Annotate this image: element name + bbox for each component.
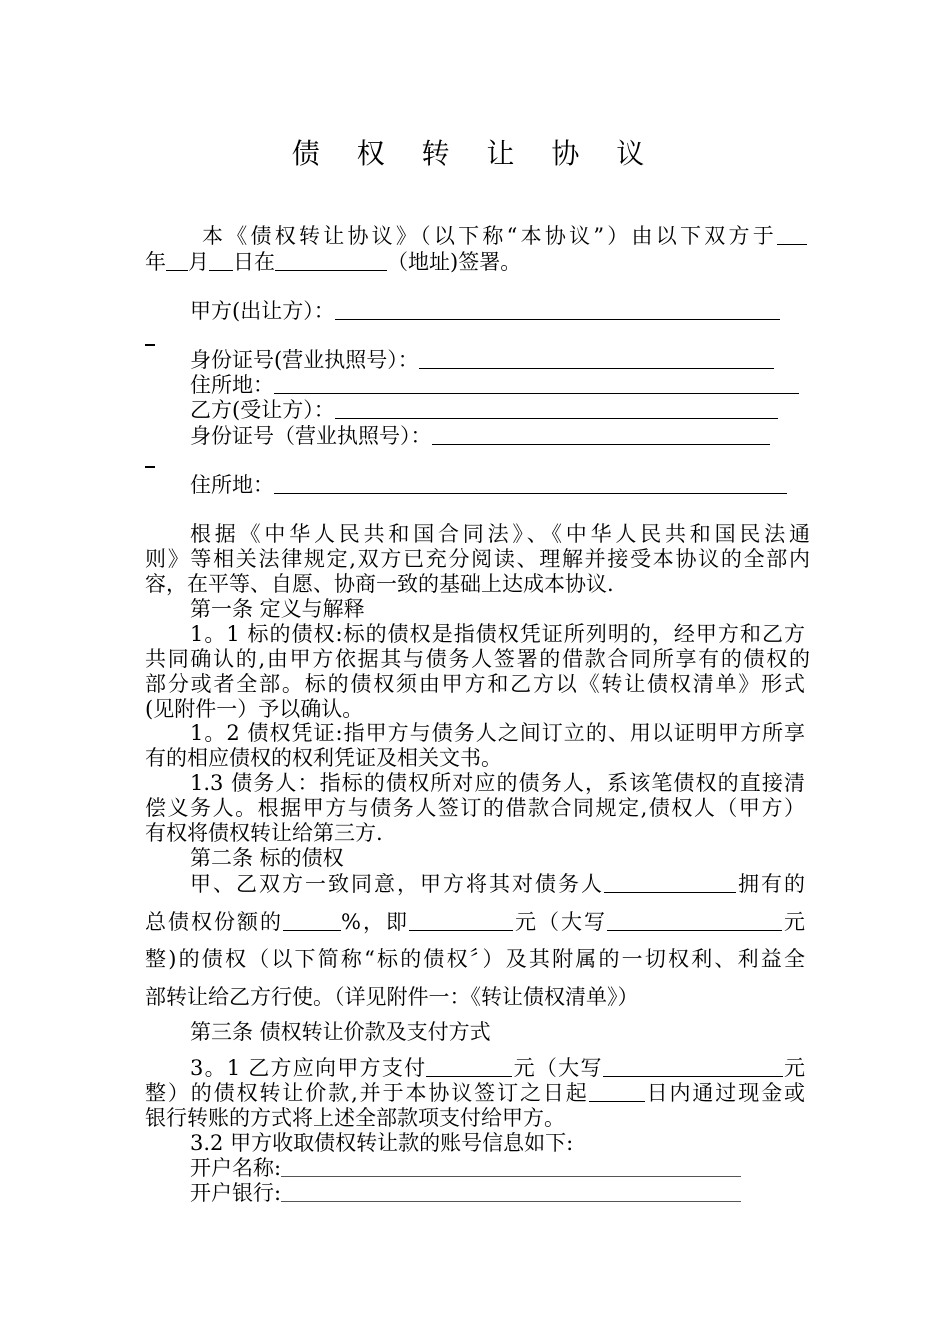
article-2-line-1: 甲、乙双方一致同意，甲方将其对债务人 拥有的 [190,872,805,896]
party-a-id-line: 身份证号(营业执照号）： [190,348,855,373]
wrap-dash [145,344,155,346]
clause-1-3-line-1: 1.3 债务人：指标的债权所对应的债务人，系该笔债权的直接清 [190,771,805,795]
clause-3-1-line-1: 3。1 乙方应向甲方支付 元（大写 元 [190,1056,806,1080]
clause-1-3-line-2: 偿义务人。根据甲方与债务人签订的借款合同规定,债权人（甲方） [145,796,805,820]
price-words-blank [603,1056,783,1077]
blank [166,250,188,271]
party-b-id-line: 身份证号（营业执照号）： [190,424,855,449]
article-2-line-2: 总债权份额的 %，即 元（大写 元 [145,910,806,934]
basis-line-3: 容，在平等、自愿、协商一致的基础上达成本协议. [145,572,614,596]
article-1-heading: 第一条 定义与解释 [190,597,365,621]
wrap-dash [145,466,155,468]
article-2-line-3: 整)的债权（以下简称“标的债权〞）及其附属的一切权利、利益全 [145,947,805,971]
basis-line-2: 则》等相关法律规定,双方已充分阅读、理解并接受本协议的全部内 [145,547,810,571]
year-blank [777,224,807,245]
blank [274,373,799,394]
clause-1-3-line-3: 有权将债权转让给第三方. [145,821,383,845]
clause-1-1-line-1: 1。1 标的债权:标的债权是指债权凭证所列明的，经甲方和乙方 [190,622,805,646]
intro-line-1: 本《债权转让协议》（以下称“本协议”）由以下双方于 [202,224,807,249]
bank-line: 开户银行: [190,1181,855,1206]
article-2-line-4: 部转让给乙方行使。（详见附件一：《转让债权清单》） [145,985,639,1009]
document-title: 债 权 转 让 协 议 [291,137,659,170]
party-a-address-line: 住所地： [190,373,855,398]
blank [432,424,770,445]
blank [274,473,787,494]
price-blank [426,1056,512,1077]
blank [209,250,233,271]
article-3-heading: 第三条 债权转让价款及支付方式 [190,1020,491,1044]
debtor-blank [604,872,736,893]
blank [419,348,774,369]
share-blank [283,910,341,931]
clause-3-1-line-3: 银行转账的方式将上述全部款项支付给甲方。 [145,1106,565,1130]
clause-1-1-line-4: (见附件一）予以确认。 [145,697,364,721]
party-a-blank [335,299,780,320]
bank-blank [281,1181,741,1202]
amount-blank [409,910,513,931]
party-b-line: 乙方(受让方）： [190,398,855,423]
article-2-heading: 第二条 标的债权 [190,846,344,870]
clause-1-2-line-1: 1。2 债权凭证:指甲方与债务人之间订立的、用以证明甲方所享 [190,721,805,745]
account-name-blank [281,1156,741,1177]
days-blank [589,1081,645,1102]
amount-words-blank [607,910,782,931]
basis-line-1: 根据《中华人民共和国合同法》、《中华人民共和国民法通 [190,522,810,546]
intro-line-2: 年 月 日在 （地址)签署。 [145,250,522,274]
account-name-line: 开户名称: [190,1156,855,1181]
clause-3-1-line-2: 整）的债权转让价款,并于本协议签订之日起 日内通过现金或 [145,1081,805,1105]
party-b-blank [335,398,778,419]
address-blank [275,250,387,271]
clause-3-2: 3.2 甲方收取债权转让款的账号信息如下: [190,1131,574,1155]
clause-1-1-line-2: 共同确认的,由甲方依据其与债务人签署的借款合同所享有的债权的 [145,647,810,671]
clause-1-2-line-2: 有的相应债权的权利凭证及相关文书。 [145,746,502,770]
party-a-line: 甲方(出让方）： [190,299,855,324]
party-b-address-line: 住所地： [190,473,855,498]
clause-1-1-line-3: 部分或者全部。标的债权须由甲方和乙方以《转让债权清单》形式 [145,672,805,696]
